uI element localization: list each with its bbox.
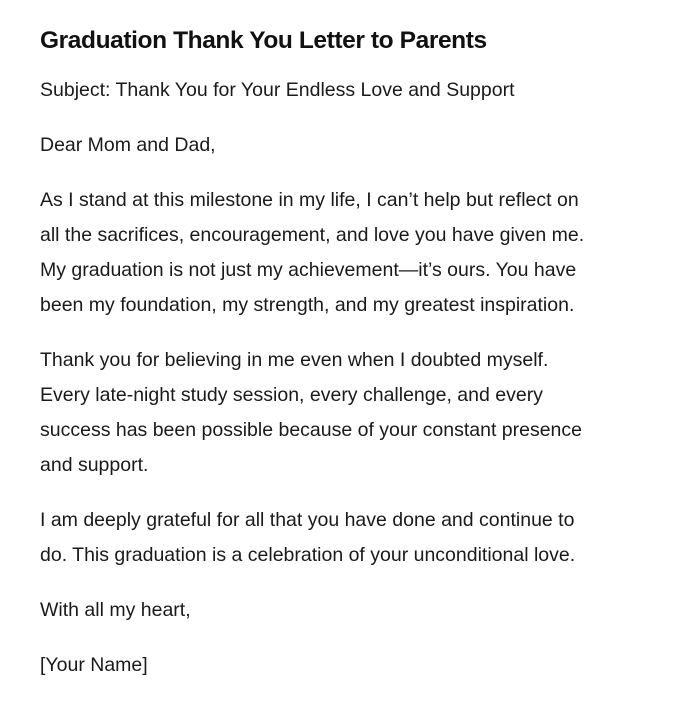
letter-signature: [Your Name] bbox=[40, 654, 148, 676]
letter-paragraph-1: As I stand at this milestone in my life, I can’t help but reflect on all the sacrifices, encouragement, and love you have given me. My graduation is not just my achievement—it’s ours. You have been my foundation, my strength, and my greatest inspiration. bbox=[40, 189, 585, 316]
letter-title: Graduation Thank You Letter to Parents bbox=[40, 27, 487, 54]
letter-paragraph-2: Thank you for believing in me even when I doubted myself. Every late-night study session, every challenge, and every success has been possible because of your constant presence and support. bbox=[40, 349, 583, 476]
letter-subject: Subject: Thank You for Your Endless Love and Support bbox=[40, 79, 515, 101]
letter-paragraph-3: I am deeply grateful for all that you have done and continue to do. This graduation is a celebration of your unconditional love. bbox=[40, 509, 576, 566]
letter-salutation: Dear Mom and Dad, bbox=[40, 134, 216, 156]
letter-closing: With all my heart, bbox=[40, 599, 191, 621]
